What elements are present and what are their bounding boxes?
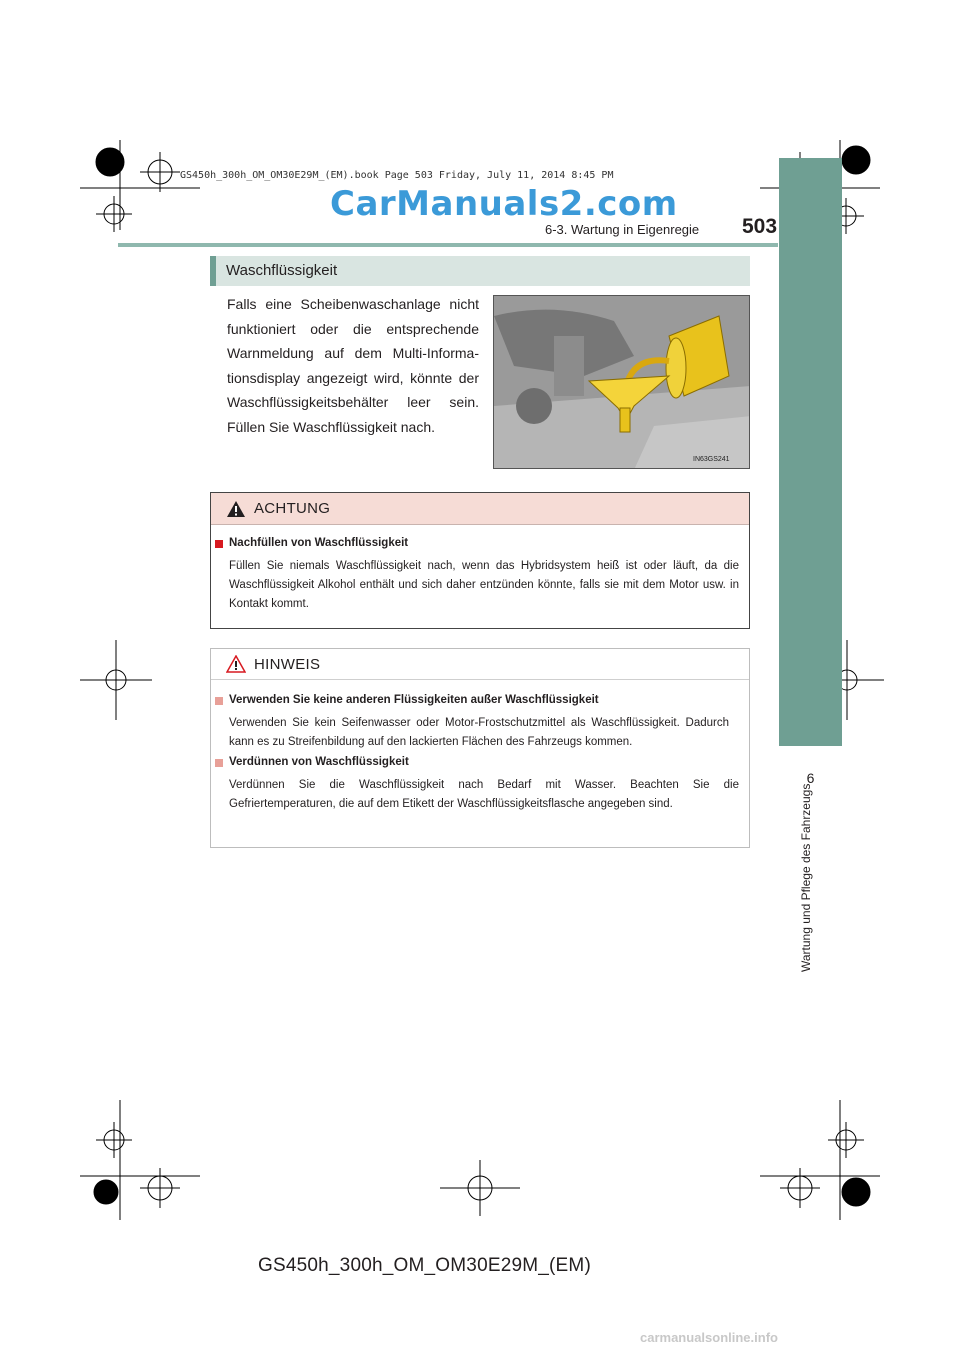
notice-title: HINWEIS bbox=[254, 656, 321, 673]
warning-triangle-icon bbox=[226, 500, 246, 518]
notice-item-body: Verdünnen Sie die Waschflüssigkeit nach Bedarf mit Wasser. Beachten Sie die Gefriertemperaturen, die auf dem Etikett der Waschflüssigkeitsflasche angegeben sind. bbox=[229, 779, 739, 810]
notice-item-body: Verwenden Sie kein Seifenwasser oder Motor-Frostschutzmittel als Waschflüssigkeit. Dadurch kann es zu Streifenbildung auf den lackierten Flächen des Fahrzeugs kommen. bbox=[229, 717, 729, 748]
warning-title: ACHTUNG bbox=[254, 500, 331, 517]
chapter-title: Wartung und Pflege des Fahrzeugs bbox=[799, 783, 813, 972]
book-info-line: GS450h_300h_OM_OM30E29M_(EM).book Page 503 Friday, July 11, 2014 8:45 PM bbox=[180, 170, 614, 181]
watermark-bottom[interactable]: carmanualsonline.info bbox=[640, 1330, 778, 1345]
warning-item-body: Füllen Sie niemals Waschflüssigkeit nach, wenn das Hybridsystem heiß ist oder läuft, da die Waschflüssigkeit Alkohol enthält und sich daher entzünden könnte, falls sie mit dem Motor usw. in Kontakt kommt. bbox=[229, 560, 739, 610]
notice-bullet-icon bbox=[215, 697, 223, 705]
chapter-tab bbox=[779, 158, 842, 746]
document-code: GS450h_300h_OM_OM30E29M_(EM) bbox=[258, 1255, 591, 1276]
notice-header-divider bbox=[211, 679, 749, 680]
notice-triangle-icon bbox=[226, 655, 246, 673]
notice-bullet-icon bbox=[215, 759, 223, 767]
intro-text: Falls eine Scheibenwaschanlage nicht funktioniert oder die entsprechende Warnmeldung auf dem Multi-Informa-tionsdisplay angezeigt wird, könnte der Waschflüssigkeitsbehälter leer sein. Füllen Sie Waschflüssigkeit nach. bbox=[227, 296, 479, 435]
figure-id: IN63GS241 bbox=[693, 456, 730, 463]
header-rule bbox=[118, 243, 778, 247]
chapter-number: 6 bbox=[806, 770, 815, 786]
warning-bullet-icon bbox=[215, 540, 223, 548]
section-title: Waschflüssigkeit bbox=[226, 262, 338, 279]
refill-washer-fluid-illustration bbox=[494, 296, 750, 469]
engine-bay-illustration bbox=[493, 295, 750, 469]
warning-item-heading: Nachfüllen von Waschflüssigkeit bbox=[229, 537, 409, 549]
notice-item-heading: Verwenden Sie keine anderen Flüssigkeiten außer Waschflüssigkeit bbox=[229, 694, 599, 706]
watermark-top[interactable]: CarManuals2.com bbox=[330, 184, 678, 224]
page-number: 503 bbox=[742, 215, 778, 238]
section-path: 6-3. Wartung in Eigenregie bbox=[545, 222, 700, 237]
chapter-title-vertical bbox=[799, 783, 819, 972]
notice-item-heading: Verdünnen von Waschflüssigkeit bbox=[229, 756, 409, 768]
